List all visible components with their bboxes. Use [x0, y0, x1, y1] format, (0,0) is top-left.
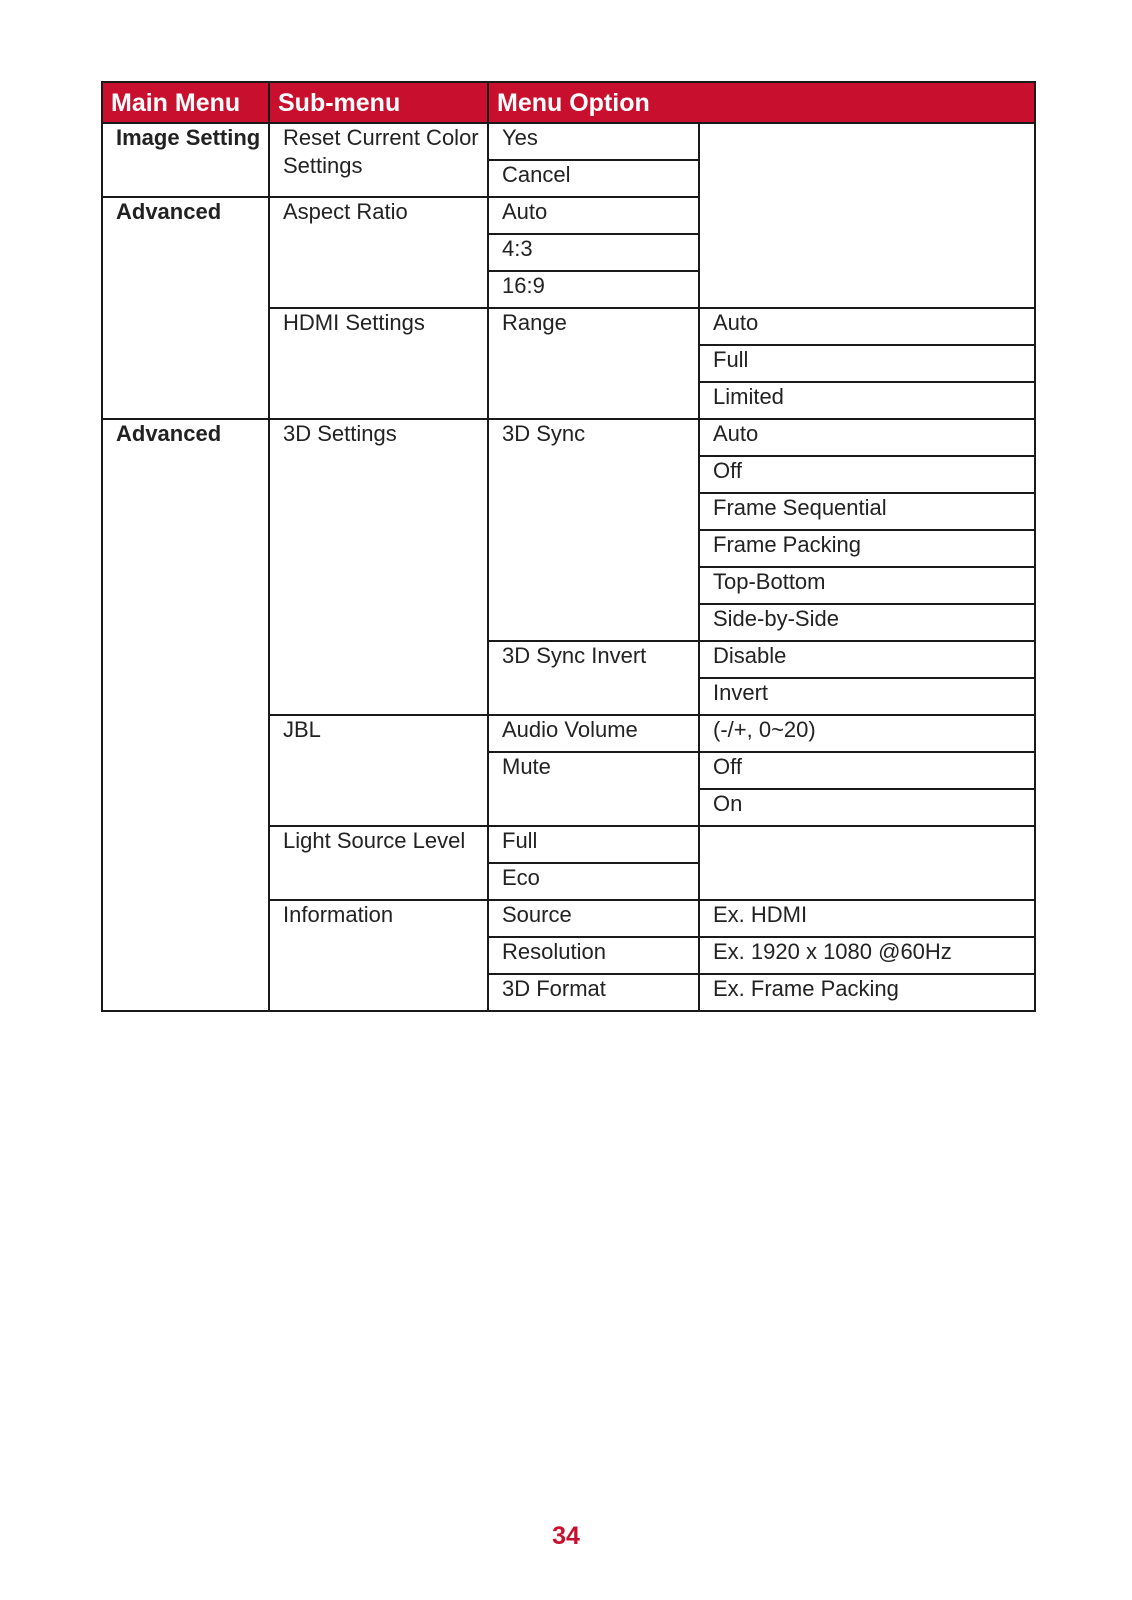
option-3d-format: 3D Format — [488, 974, 699, 1011]
table-row — [102, 123, 1035, 160]
submenu-reset-color: Reset Current Color Settings — [269, 123, 488, 197]
option-mute-off: Off — [699, 752, 1035, 789]
option-resolution: Resolution — [488, 937, 699, 974]
option-audio-volume: Audio Volume — [488, 715, 699, 752]
main-menu-advanced: Advanced — [102, 197, 269, 419]
option-aspect-4-3: 4:3 — [488, 234, 699, 271]
page-number: 34 — [552, 1522, 580, 1550]
submenu-hdmi-settings: HDMI Settings — [269, 308, 488, 419]
header-row — [102, 82, 1035, 123]
option-light-full: Full — [488, 826, 699, 863]
header-main-menu: Main Menu — [102, 82, 269, 123]
main-menu-image-setting: Image Setting — [102, 123, 269, 197]
option-yes: Yes — [488, 123, 699, 160]
header-sub-menu: Sub-menu — [269, 82, 488, 123]
table-row — [102, 419, 1035, 456]
submenu-3d-settings: 3D Settings — [269, 419, 488, 715]
submenu-aspect-ratio: Aspect Ratio — [269, 197, 488, 308]
option-mute: Mute — [488, 752, 699, 826]
empty-cell — [699, 826, 1035, 900]
option-aspect-16-9: 16:9 — [488, 271, 699, 308]
option-range-auto: Auto — [699, 308, 1035, 345]
submenu-jbl: JBL — [269, 715, 488, 826]
submenu-light-source-level: Light Source Level — [269, 826, 488, 900]
option-3d-format-example: Ex. Frame Packing — [699, 974, 1035, 1011]
empty-cell — [699, 123, 1035, 308]
option-range-full: Full — [699, 345, 1035, 382]
option-source: Source — [488, 900, 699, 937]
option-audio-range: (-/+, 0~20) — [699, 715, 1035, 752]
submenu-information: Information — [269, 900, 488, 1011]
option-3d-sync: 3D Sync — [488, 419, 699, 641]
option-range-limited: Limited — [699, 382, 1035, 419]
option-range: Range — [488, 308, 699, 419]
option-sync-top-bottom: Top-Bottom — [699, 567, 1035, 604]
main-menu-advanced-2: Advanced — [102, 419, 269, 1011]
option-sync-frame-packing: Frame Packing — [699, 530, 1035, 567]
header-menu-option: Menu Option — [488, 82, 1035, 123]
option-invert-invert: Invert — [699, 678, 1035, 715]
option-mute-on: On — [699, 789, 1035, 826]
option-sync-auto: Auto — [699, 419, 1035, 456]
option-sync-off: Off — [699, 456, 1035, 493]
option-source-example: Ex. HDMI — [699, 900, 1035, 937]
option-sync-side-by-side: Side-by-Side — [699, 604, 1035, 641]
option-resolution-example: Ex. 1920 x 1080 @60Hz — [699, 937, 1035, 974]
menu-table — [101, 81, 1036, 1012]
option-invert-disable: Disable — [699, 641, 1035, 678]
option-cancel: Cancel — [488, 160, 699, 197]
option-3d-sync-invert: 3D Sync Invert — [488, 641, 699, 715]
option-aspect-auto: Auto — [488, 197, 699, 234]
option-light-eco: Eco — [488, 863, 699, 900]
option-sync-frame-sequential: Frame Sequential — [699, 493, 1035, 530]
